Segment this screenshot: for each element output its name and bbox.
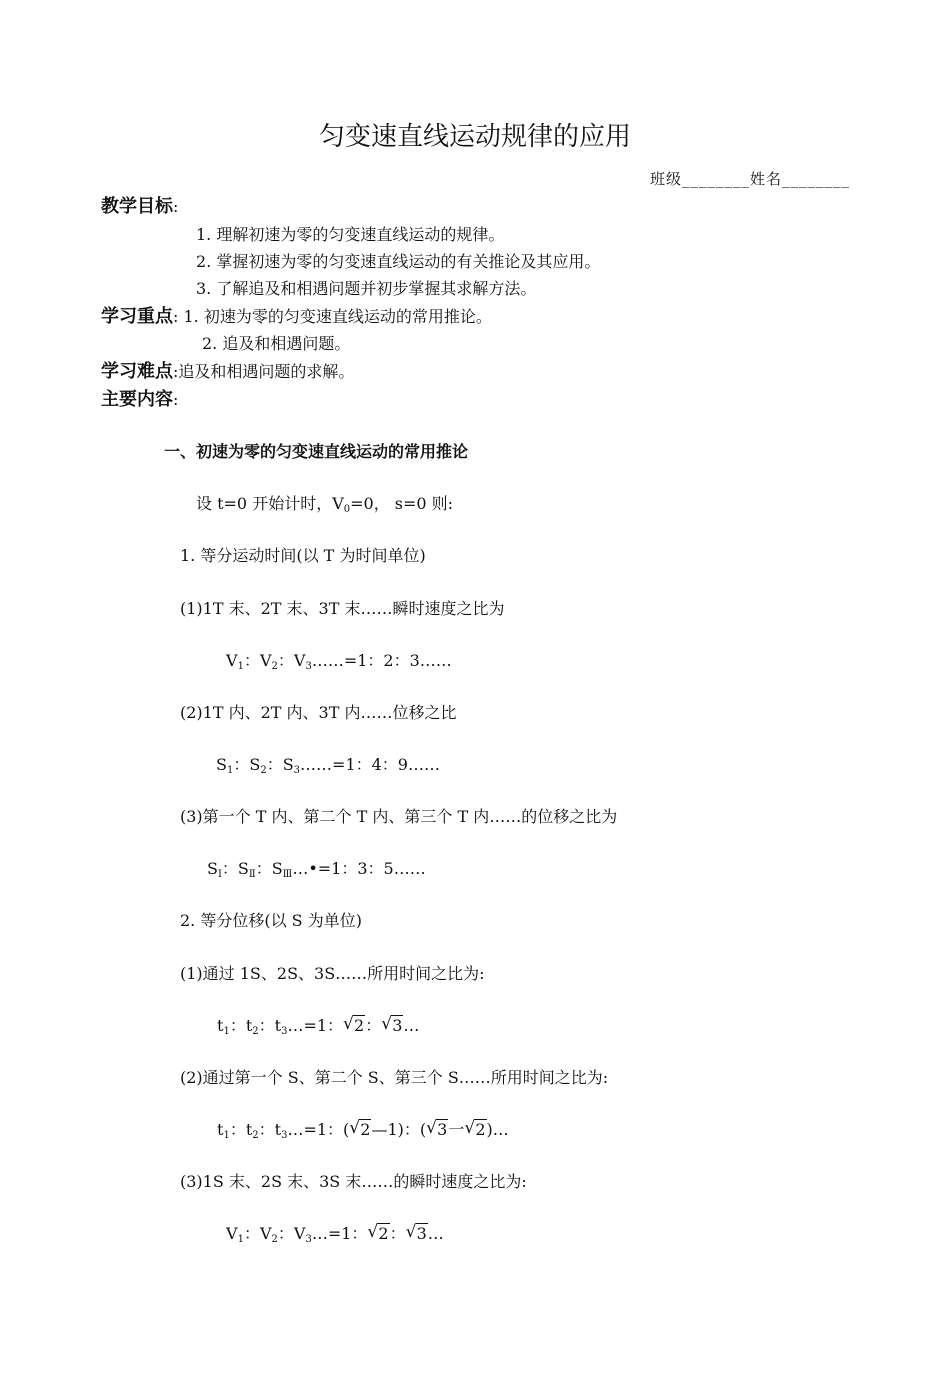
part2-title: 2. 等分位移(以 S 为单位): [180, 911, 362, 930]
main-content-label: 主要内容: [101, 389, 173, 410]
sqrt-argument: 2: [354, 1016, 365, 1035]
key-points-label: 学习重点: [101, 306, 173, 327]
eq-text: ：S: [255, 859, 283, 878]
sqrt-argument: 2: [360, 1120, 371, 1139]
class-name-line: [650, 172, 850, 187]
setup-text: =0， s=0 则:: [350, 494, 454, 513]
eq-text: )…: [486, 1120, 509, 1139]
eq-text: …: [427, 1224, 444, 1243]
eq-text: ：V: [243, 1224, 272, 1243]
eq-text: ：V: [277, 651, 306, 670]
equation-successive-displacement: [207, 861, 426, 880]
part1-title: 1. 等分运动时间(以 T 为时间单位): [180, 546, 426, 565]
sqrt-argument: 3: [416, 1224, 427, 1243]
part1-item3: (3)第一个 T 内、第二个 T 内、第三个 T 内……的位移之比为: [180, 807, 618, 826]
eq-text: ：: [365, 1016, 382, 1035]
sqrt-symbol: √ 3: [405, 1222, 427, 1243]
key-point-item: 1. 初速为零的匀变速直线运动的常用推论。: [183, 307, 492, 326]
eq-text: —1)：(: [371, 1120, 427, 1139]
eq-text: S: [207, 859, 218, 878]
eq-text: ：t: [229, 1120, 253, 1139]
sqrt-symbol: √ 2: [343, 1014, 365, 1035]
setup-line: [196, 496, 453, 515]
key-points-colon: :: [173, 307, 184, 326]
eq-text: t: [217, 1016, 224, 1035]
subscript: 2: [271, 1234, 278, 1245]
subscript: 2: [252, 1026, 259, 1037]
main-content-colon: :: [173, 390, 179, 409]
equation-velocity-sqrt-ratio: [226, 1222, 444, 1245]
subscript: 2: [260, 765, 267, 776]
sqrt-argument: 2: [475, 1120, 486, 1139]
subscript: Ⅲ: [282, 869, 293, 880]
eq-text: 一: [448, 1120, 465, 1139]
subscript: 2: [252, 1130, 259, 1141]
eq-text: S: [216, 755, 227, 774]
class-label: 班级: [649, 170, 682, 188]
sqrt-argument: 3: [392, 1016, 403, 1035]
name-blank: ________: [782, 170, 850, 188]
part2-item2: (2)通过第一个 S、第二个 S、第三个 S……所用时间之比为:: [180, 1068, 609, 1087]
name-label: 姓名: [749, 170, 782, 188]
eq-text: …: [403, 1016, 420, 1035]
objective-item: 1. 理解初速为零的匀变速直线运动的规律。: [196, 225, 505, 244]
subscript: 1: [223, 1130, 230, 1141]
subscript: 1: [237, 1234, 244, 1245]
subscript: 3: [305, 661, 312, 672]
main-content-heading: [101, 391, 178, 409]
equation-time-ratio: [217, 1014, 420, 1037]
difficulty-label: 学习难点: [101, 361, 173, 382]
eq-text: V: [226, 651, 238, 670]
subscript: Ⅰ: [217, 869, 222, 880]
equation-velocity-ratio: [226, 653, 452, 672]
difficulty-text: 追及和相遇问题的求解。: [178, 362, 355, 381]
subscript: 1: [223, 1026, 230, 1037]
sqrt-symbol: √ 2: [349, 1118, 371, 1139]
eq-text: ：S: [221, 859, 249, 878]
eq-text: t: [217, 1120, 224, 1139]
subscript: 1: [237, 661, 244, 672]
sqrt-argument: 3: [437, 1120, 448, 1139]
part2-item3: (3)1S 末、2S 末、3S 末……的瞬时速度之比为:: [180, 1172, 527, 1191]
subscript: 3: [293, 765, 301, 776]
section-heading: 一、初速为零的匀变速直线运动的常用推论: [164, 442, 469, 461]
eq-text: ：S: [233, 755, 261, 774]
sqrt-symbol: √ 2: [464, 1118, 486, 1139]
page-title: 匀变速直线运动规律的应用: [318, 122, 631, 152]
sqrt-symbol: √ 3: [381, 1014, 403, 1035]
sqrt-symbol: √ 2: [367, 1222, 389, 1243]
eq-text: …=1：(: [287, 1120, 350, 1139]
key-points-heading: [101, 308, 492, 326]
difficulty-colon: :: [173, 362, 179, 381]
part1-item1: (1)1T 末、2T 末、3T 末……瞬时速度之比为: [180, 599, 505, 618]
objective-item: 3. 了解追及和相遇问题并初步掌握其求解方法。: [196, 279, 537, 298]
subscript: 3: [281, 1026, 288, 1037]
objective-item: 2. 掌握初速为零的匀变速直线运动的有关推论及其应用。: [196, 252, 601, 271]
eq-text: ：t: [229, 1016, 253, 1035]
eq-text: ：V: [243, 651, 272, 670]
part1-item2: (2)1T 内、2T 内、3T 内……位移之比: [180, 703, 457, 722]
equation-successive-time-ratio: [217, 1118, 509, 1141]
eq-text: ……=1：2：3……: [311, 651, 452, 670]
eq-text: …=1：: [287, 1016, 344, 1035]
sqrt-argument: 2: [378, 1224, 389, 1243]
key-point-item: 2. 追及和相遇问题。: [202, 334, 351, 353]
eq-text: …•=1：3：5……: [292, 859, 426, 878]
subscript: 3: [305, 1234, 312, 1245]
eq-text: ：S: [266, 755, 294, 774]
setup-text: 设 t=0 开始计时，V: [196, 494, 344, 513]
part2-item1: (1)通过 1S、2S、3S……所用时间之比为:: [180, 964, 485, 983]
equation-displacement-ratio: [216, 757, 440, 776]
eq-text: V: [226, 1224, 238, 1243]
class-blank: ________: [681, 170, 750, 188]
eq-text: ：: [389, 1224, 406, 1243]
subscript: 3: [281, 1130, 288, 1141]
subscript: 0: [343, 504, 351, 515]
difficulty-heading: [101, 363, 354, 381]
eq-text: ……=1：4：9……: [300, 755, 440, 774]
eq-text: ：t: [258, 1016, 282, 1035]
subscript: 1: [226, 765, 234, 776]
eq-text: ：V: [277, 1224, 306, 1243]
eq-text: ：t: [258, 1120, 282, 1139]
subscript: 2: [271, 661, 278, 672]
sqrt-symbol: √ 3: [426, 1118, 448, 1139]
objectives-heading: [101, 198, 178, 216]
objectives-colon: :: [173, 197, 179, 216]
objectives-label: 教学目标: [101, 196, 173, 217]
eq-text: …=1：: [311, 1224, 368, 1243]
subscript: Ⅱ: [248, 869, 256, 880]
